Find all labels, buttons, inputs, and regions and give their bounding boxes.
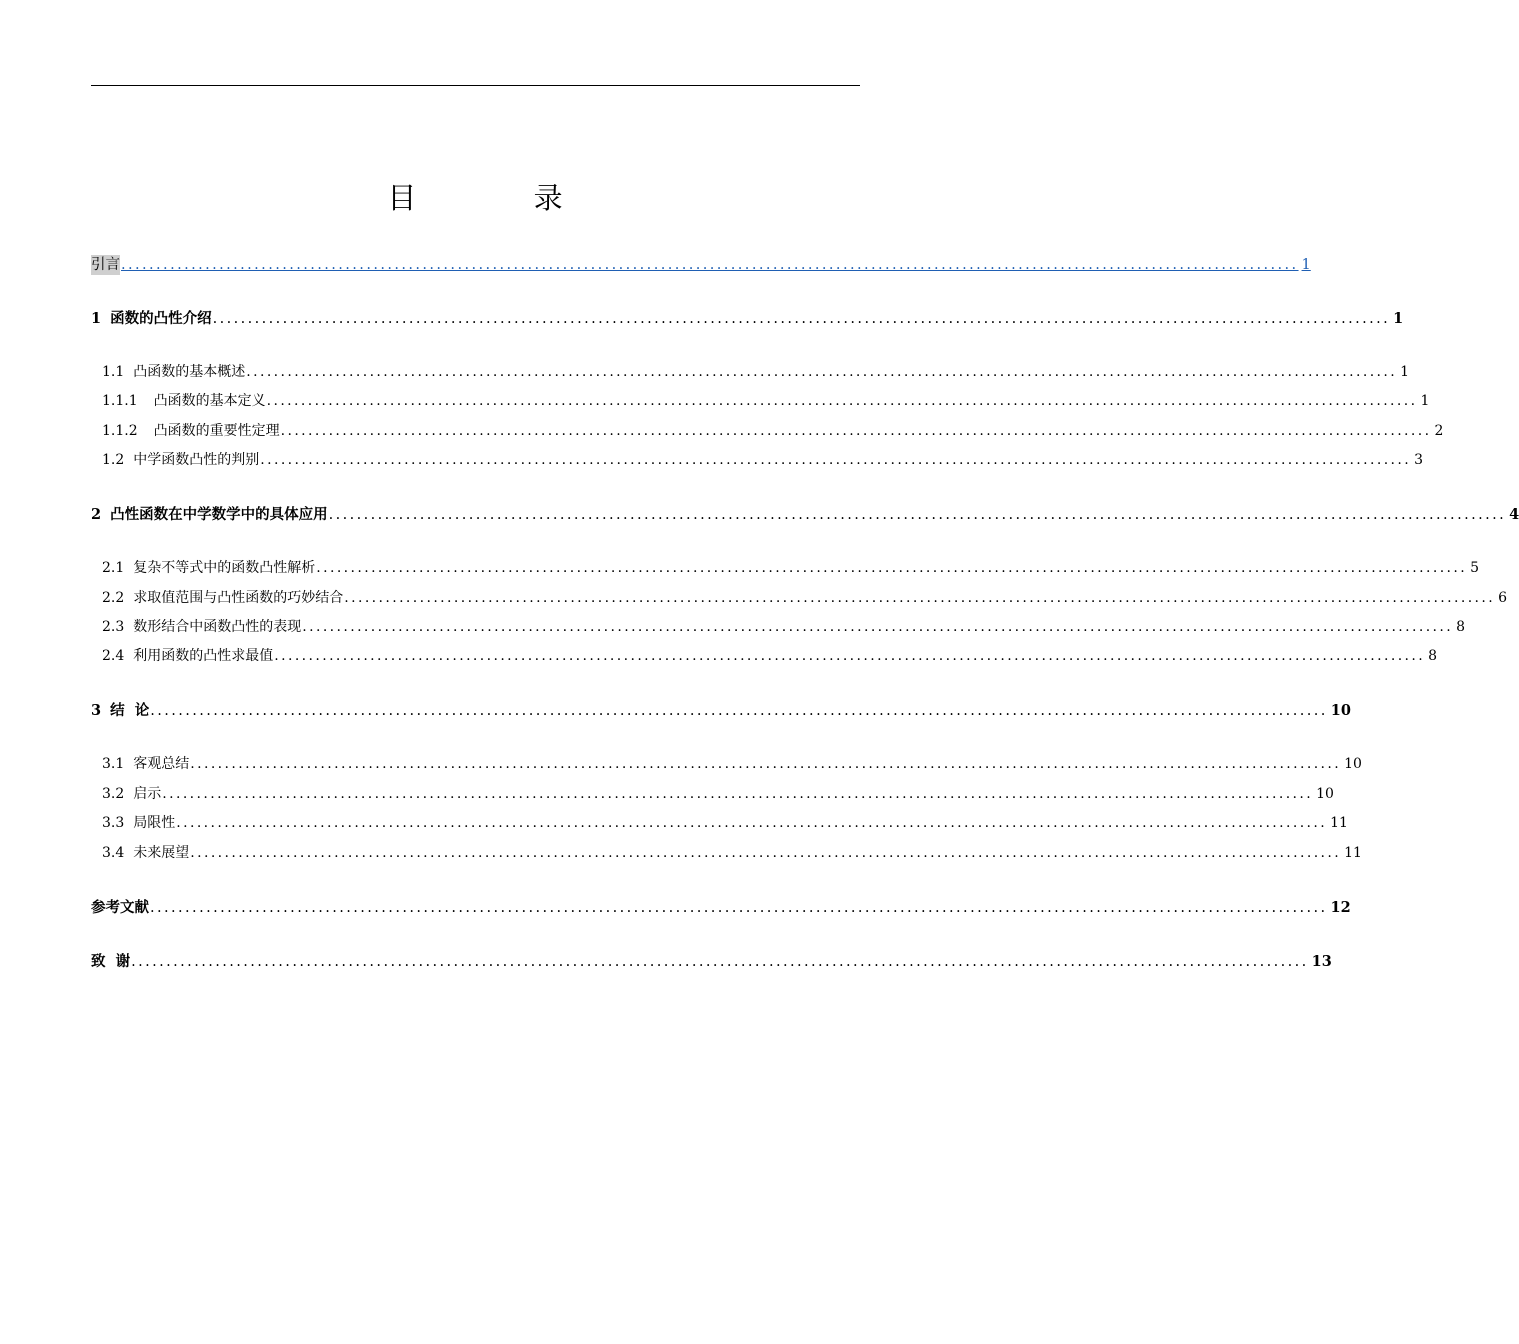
toc-entry[interactable] xyxy=(91,505,1519,525)
toc-entry-text: 函数的凸性介绍 xyxy=(110,310,212,327)
toc-leader: ........................................................................................................................................................................ xyxy=(131,954,1309,970)
toc-page-number: 1 xyxy=(1393,310,1404,327)
toc-leader: ........................................................................................................................................................................ xyxy=(328,507,1507,523)
toc-entry[interactable] xyxy=(102,617,1466,637)
toc-entry-acknowledgements[interactable] xyxy=(91,952,1332,972)
toc-entry-number: 3.3 xyxy=(102,815,125,831)
toc-entry-number: 1.1.2 xyxy=(102,423,138,439)
toc-entry-text: 凸性函数在中学数学中的具体应用 xyxy=(110,506,328,523)
toc-entry-text: 结 论 xyxy=(110,702,150,719)
toc-leader: ........................................................................................................................................................................ xyxy=(302,619,1454,635)
toc-page-number: 2 xyxy=(1434,423,1444,439)
toc-entry[interactable] xyxy=(102,558,1480,578)
toc-entry-text: 引言 xyxy=(91,257,120,273)
toc-entry-text: 凸函数的重要性定理 xyxy=(153,423,280,439)
toc-page-number: 10 xyxy=(1344,756,1362,772)
page-title: 目 录 xyxy=(387,181,617,215)
toc-page-number: 10 xyxy=(1330,702,1351,719)
toc-entry[interactable] xyxy=(102,588,1508,608)
toc-entry[interactable] xyxy=(102,646,1438,666)
toc-page-number: 10 xyxy=(1316,786,1334,802)
header-rule xyxy=(91,85,860,86)
toc-leader: ........................................................................................................................................................................ xyxy=(190,845,1342,861)
toc-entry[interactable] xyxy=(102,754,1362,774)
toc-leader: ........................................................................................................................................................................ xyxy=(121,257,1299,273)
toc-entry-references[interactable] xyxy=(91,898,1351,918)
toc-entry-number: 1.2 xyxy=(102,452,125,468)
toc-page-number: 11 xyxy=(1330,815,1348,831)
toc-entry-number: 2 xyxy=(91,506,102,523)
toc-entry-text: 数形结合中函数凸性的表现 xyxy=(133,619,302,635)
toc-leader: ........................................................................................................................................................................ xyxy=(266,393,1418,409)
toc-entry-number: 1 xyxy=(91,310,102,327)
toc-leader: ........................................................................................................................................................................ xyxy=(150,900,1328,916)
toc-page-number: 1 xyxy=(1400,364,1410,380)
toc-leader: ........................................................................................................................................................................ xyxy=(344,590,1496,606)
toc-page-number: 1 xyxy=(1420,393,1430,409)
toc-entry-text: 中学函数凸性的判别 xyxy=(133,452,260,468)
toc-leader: ........................................................................................................................................................................ xyxy=(150,703,1328,719)
toc-entry-number: 3 xyxy=(91,702,102,719)
toc-entry[interactable] xyxy=(102,421,1444,441)
toc-leader: ........................................................................................................................................................................ xyxy=(260,452,1412,468)
toc-entry-text: 未来展望 xyxy=(133,845,190,861)
toc-entry-text: 利用函数的凸性求最值 xyxy=(133,648,274,664)
toc-entry-number: 2.4 xyxy=(102,648,125,664)
toc-entry-text: 凸函数的基本定义 xyxy=(153,393,266,409)
toc-entry[interactable] xyxy=(102,391,1430,411)
toc-page-number: 6 xyxy=(1498,590,1508,606)
toc-entry-text: 凸函数的基本概述 xyxy=(133,364,246,380)
toc-page-number: 11 xyxy=(1344,845,1362,861)
toc-entry-text: 客观总结 xyxy=(133,756,190,772)
toc-leader: ........................................................................................................................................................................ xyxy=(316,560,1468,576)
toc-entry-text: 复杂不等式中的函数凸性解析 xyxy=(133,560,316,576)
toc-leader: ........................................................................................................................................................................ xyxy=(212,311,1391,327)
toc-page-number: 4 xyxy=(1509,506,1519,523)
toc-entry-intro[interactable] xyxy=(91,255,1311,275)
toc-entry[interactable] xyxy=(91,309,1404,329)
toc-leader: ........................................................................................................................................................................ xyxy=(162,786,1314,802)
toc-entry[interactable] xyxy=(102,784,1334,804)
toc-leader: ........................................................................................................................................................................ xyxy=(190,756,1342,772)
toc-page-number: 8 xyxy=(1456,619,1466,635)
toc-entry[interactable] xyxy=(102,813,1348,833)
toc-leader: ........................................................................................................................................................................ xyxy=(274,648,1426,664)
toc-page-number: 12 xyxy=(1330,899,1351,916)
toc-entry-number: 3.4 xyxy=(102,845,125,861)
toc-leader: ........................................................................................................................................................................ xyxy=(176,815,1328,831)
toc-entry-number: 2.1 xyxy=(102,560,125,576)
toc-leader: ........................................................................................................................................................................ xyxy=(246,364,1398,380)
toc-entry-text: 局限性 xyxy=(133,815,176,831)
toc-entry-number: 1.1 xyxy=(102,364,125,380)
toc-entry-number: 1.1.1 xyxy=(102,393,138,409)
toc-entry-text: 致 谢 xyxy=(91,953,131,970)
toc-page-number: 1 xyxy=(1301,257,1311,273)
toc-entry-text: 启示 xyxy=(133,786,162,802)
toc-entry-text: 求取值范围与凸性函数的巧妙结合 xyxy=(133,590,344,606)
toc-page-number: 13 xyxy=(1311,953,1332,970)
toc-entry-number: 3.1 xyxy=(102,756,125,772)
toc-entry[interactable] xyxy=(91,701,1351,721)
toc-entry[interactable] xyxy=(102,843,1362,863)
toc-leader: ........................................................................................................................................................................ xyxy=(280,423,1432,439)
toc-entry[interactable] xyxy=(102,362,1410,382)
toc-entry-number: 2.2 xyxy=(102,590,125,606)
toc-entry-number: 3.2 xyxy=(102,786,125,802)
toc-entry-number: 2.3 xyxy=(102,619,125,635)
toc-entry[interactable] xyxy=(102,450,1424,470)
toc-entry-text: 参考文献 xyxy=(91,899,149,916)
toc-page-number: 3 xyxy=(1414,452,1424,468)
toc-page-number: 8 xyxy=(1428,648,1438,664)
toc-page-number: 5 xyxy=(1470,560,1480,576)
